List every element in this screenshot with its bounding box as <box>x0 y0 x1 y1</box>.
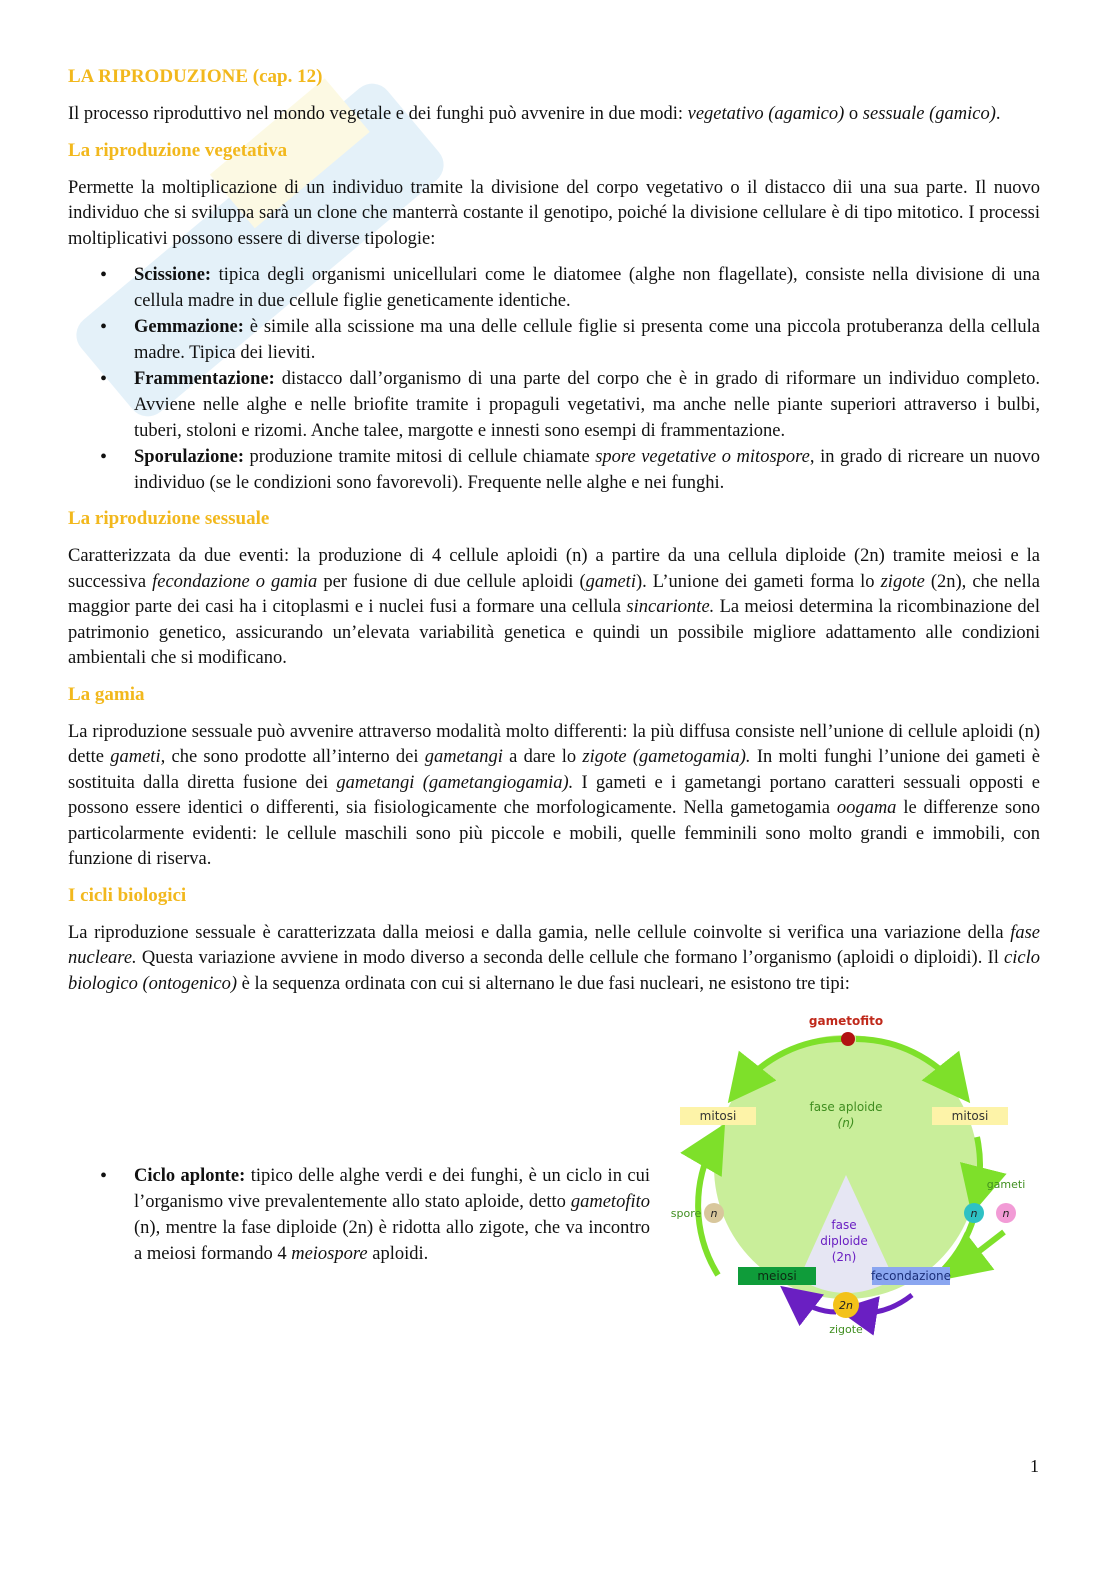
gametofito-label: gametofito <box>808 1014 884 1028</box>
list-item: • Scissione: tipica degli organismi unicellulari come le diatomee (alghe non flagellate), consiste nella divisione di una cellula madre in due cellule figlie geneticamente identiche. <box>100 264 1040 311</box>
spore-n-label: n <box>710 1207 718 1220</box>
bullet-icon: • <box>100 316 108 338</box>
intro-paragraph: Il processo riproduttivo nel mondo vegetale e dei funghi può avvenire in due modi: vegetativo (agamico) o sessuale (gamico). <box>68 104 1001 124</box>
gametofito-marker <box>841 1032 855 1046</box>
list-item: • Gemmazione: è simile alla scissione ma una delle cellule figlie si presenta come una piccola protuberanza della cellula madre. Tipica dei lieviti. <box>100 316 1040 363</box>
list-item: • Ciclo aplonte: tipico delle alghe verdi e dei funghi, è un ciclo in cui l’organismo vive prevalentemente allo stato aploide, detto gametofito (n), mentre la fase diploide (2n) è ridotta allo zigote, che va incontro a meiosi formando 4 meiospore aploidi. <box>100 1165 650 1264</box>
fase-diploide-label: diploide <box>820 1234 868 1248</box>
meiosi-label: meiosi <box>757 1269 797 1283</box>
mitosi-right-label: mitosi <box>951 1109 989 1123</box>
gamete-n-label: n <box>1002 1207 1010 1220</box>
bullet-icon: • <box>100 446 108 468</box>
heading-riproduzione-vegetativa: La riproduzione vegetativa <box>68 139 288 161</box>
zigote-label: zigote <box>829 1323 863 1336</box>
bullet-icon: • <box>100 264 108 286</box>
fecondazione-label: fecondazione <box>870 1269 952 1283</box>
list-item: • Sporulazione: produzione tramite mitosi di cellule chiamate spore vegetative o mitospore, in grado di ricreare un nuovo individuo (se le condizioni sono favorevoli). Frequente nelle alghe e nei funghi. <box>100 446 1040 493</box>
list-item: • Frammentazione: distacco dall’organismo di una parte del corpo che è in grado di riformare un individuo completo. Avviene nelle alghe e nelle briofite tramite i propaguli vegetativi, ma anche nelle piante superiori attraverso i bulbi, tuberi, stoloni e rizomi. Anche talee, margotte e innesti sono esempi di frammentazione. <box>100 368 1040 441</box>
gameti-label: gameti <box>986 1178 1026 1191</box>
mitosi-left-label: mitosi <box>699 1109 737 1123</box>
haplontic-cycle-diagram <box>670 1007 1026 1347</box>
bullet-icon: • <box>100 1165 108 1187</box>
heading-cicli-biologici: I cicli biologici <box>68 884 187 906</box>
fase-aploide-n-label: (n) <box>837 1116 855 1130</box>
gamia-paragraph: La riproduzione sessuale può avvenire attraverso modalità molto differenti: la più diffusa consiste nell’unione di cellule aploidi (n) dette gameti, che sono prodotte all’interno dei gametangi a dare lo zigote (gametogamia). In molti funghi l’unione dei gameti è sostituita dalla diretta fusione dei gametangi (gametangiogamia). I gameti e i gametangi portano caratteri sessuali opposti e possono essere identici o differenti, sia fisiologicamente che morfologicamente. Nella gametogamia oogama le differenze sono particolarmente evidenti: le cellule maschili sono più piccole e mobili, quelle femminili sono molto grandi e immobili, con funzione di riserva. <box>68 721 1041 869</box>
fase-aploide-label: fase aploide <box>809 1100 883 1114</box>
vegetativa-paragraph: Permette la moltiplicazione di un individuo tramite la divisione del corpo vegetativo o il distacco dii una sua parte. Il nuovo individuo che si sviluppa sarà un clone che manterrà costante il genotipo, poiché la divisione cellulare è di tipo mitotico. I processi moltiplicativi possono essere di diverse tipologie: <box>68 177 1040 249</box>
sessuale-paragraph: Caratterizzata da due eventi: la produzione di 4 cellule aploidi (n) a partire da una cellula diploide (2n) tramite meiosi e la successiva fecondazione o gamia per fusione di due cellule aploidi (gameti). L’unione dei gameti forma lo zigote (2n), che nella maggior parte dei casi ha i citoplasmi e i nuclei fusi a formare una cellula sincarionte. La meiosi determina la ricombinazione del patrimonio genetico, assicurando un’elevata variabilità genetica e quindi un possibile migliore adattamento alle condizioni ambientali che si modificano. <box>68 546 1040 668</box>
cicli-paragraph: La riproduzione sessuale è caratterizzata dalla meiosi e dalla gamia, nelle cellule coinvolte si verifica una variazione della fase nucleare. Questa variazione avviene in modo diverso a seconda delle cellule che formano l’organismo (aploidi o diploidi). Il ciclo biologico (ontogenico) è la sequenza ordinata con cui si alternano le due fasi nucleari, ne esistono tre tipi: <box>68 922 1040 994</box>
spore-label: spore <box>670 1207 702 1220</box>
fase-diploide-label: fase <box>831 1218 857 1232</box>
zigote-2n-label: 2n <box>839 1299 853 1312</box>
bullet-icon: • <box>100 368 108 390</box>
ciclo-list <box>68 1163 650 1267</box>
heading-riproduzione-sessuale: La riproduzione sessuale <box>68 508 270 529</box>
chapter-title: LA RIPRODUZIONE (cap. 12) <box>68 66 323 87</box>
heading-gamia: La gamia <box>68 683 145 705</box>
page-number: 1 <box>1030 1456 1039 1476</box>
document-page <box>68 66 1040 1367</box>
fase-diploide-label: (2n) <box>831 1250 857 1264</box>
vegetativa-list <box>68 262 1040 496</box>
gamete-n-label: n <box>970 1207 978 1220</box>
ciclo-aplonte-section <box>68 1007 1040 1367</box>
